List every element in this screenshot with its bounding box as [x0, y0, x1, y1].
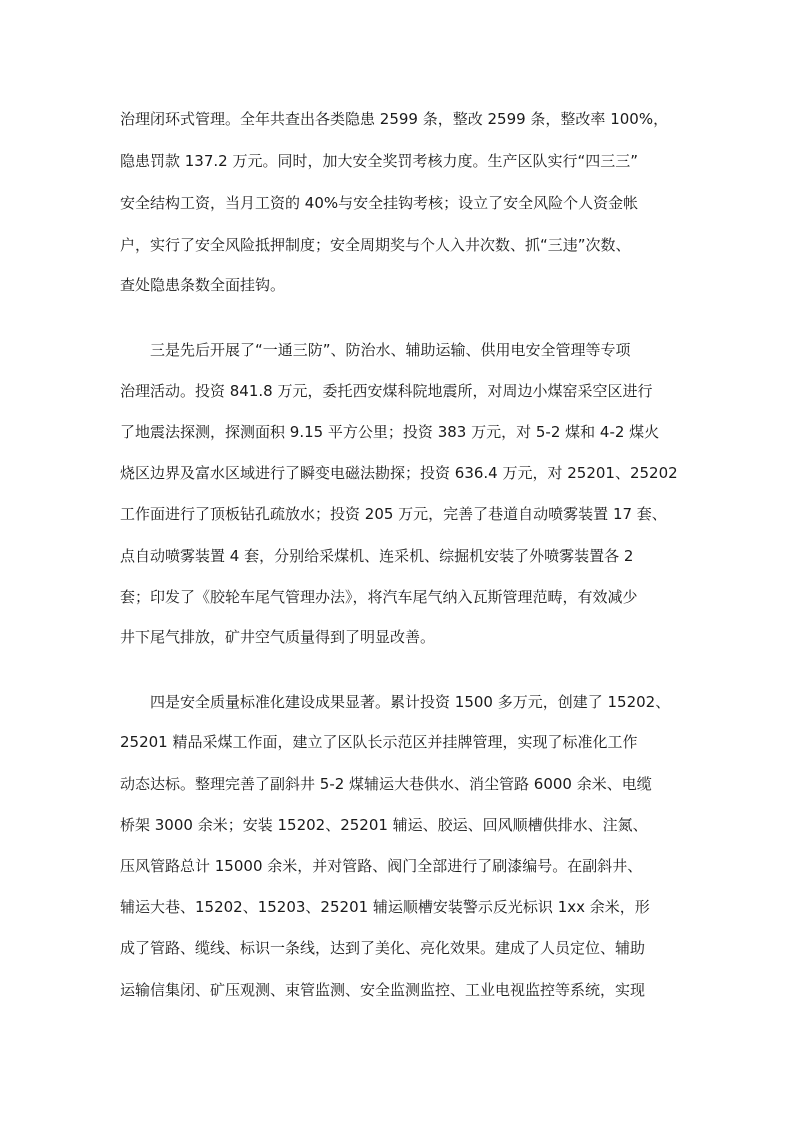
paragraph-1-line-4: 户，实行了安全风险抵押制度；安全周期奖与个人入井次数、抓“三违”次数、: [120, 236, 631, 254]
paragraph-2-line-7: 套；印发了《胶轮车尾气管理办法》，将汽车尾气纳入瓦斯管理范畴，有效减少: [120, 588, 638, 606]
paragraph-1-line-5: 查处隐患条数全面挂钩。: [120, 276, 286, 294]
paragraph-2-line-2: 治理活动。投资 841.8 万元，委托西安煤科院地震所，对周边小煤窑采空区进行: [120, 382, 653, 400]
paragraph-3-line-1: 四是安全质量标准化建设成果显著。累计投资 1500 多万元，创建了 15202、: [150, 693, 671, 711]
paragraph-1-line-3: 安全结构工资，当月工资的 40%与安全挂钩考核；设立了安全风险个人资金帐: [120, 194, 639, 212]
paragraph-1-line-2: 隐患罚款 137.2 万元。同时，加大安全奖罚考核力度。生产区队实行“四三三”: [120, 152, 639, 170]
paragraph-2-line-3: 了地震法探测，探测面积 9.15 平方公里；投资 383 万元，对 5-2 煤和 4-2 煤火: [120, 423, 660, 441]
paragraph-2-line-6: 点自动喷雾装置 4 套，分别给采煤机、连采机、综掘机安装了外喷雾装置各 2: [120, 547, 634, 565]
paragraph-3-line-7: 成了管路、缆线、标识一条线，达到了美化、亮化效果。建成了人员定位、辅助: [120, 939, 646, 957]
paragraph-3-line-3: 动态达标。整理完善了副斜井 5-2 煤辅运大巷供水、消尘管路 6000 余米、电缆: [120, 775, 652, 793]
paragraph-2-line-4: 烧区边界及富水区域进行了瞬变电磁法勘探；投资 636.4 万元，对 25201、25202: [120, 464, 678, 482]
paragraph-3-line-6: 辅运大巷、15202、15203、25201 辅运顺槽安装警示反光标识 1xx 余米，形: [120, 898, 650, 916]
paragraph-2-line-5: 工作面进行了顶板钻孔疏放水；投资 205 万元，完善了巷道自动喷雾装置 17 套、: [120, 505, 667, 523]
paragraph-2-line-1: 三是先后开展了“一通三防”、防治水、辅助运输、供用电安全管理等专项: [150, 341, 631, 359]
paragraph-3-line-5: 压风管路总计 15000 余米，并对管路、阀门全部进行了刷漆编号。在副斜井、: [120, 857, 643, 875]
paragraph-3-line-8: 运输信集闭、矿压观测、束管监测、安全监测监控、工业电视监控等系统，实现: [120, 981, 646, 999]
paragraph-3-line-2: 25201 精品采煤工作面，建立了区队长示范区并挂牌管理，实现了标准化工作: [120, 733, 638, 751]
paragraph-3-line-4: 桥架 3000 余米；安装 15202、25201 辅运、胶运、回风顺槽供排水、注氮、: [120, 816, 648, 834]
paragraph-2-line-8: 井下尾气排放，矿井空气质量得到了明显改善。: [120, 628, 436, 646]
paragraph-1-line-1: 治理闭环式管理。全年共查出各类隐患 2599 条，整改 2599 条，整改率 100%，: [120, 110, 669, 128]
